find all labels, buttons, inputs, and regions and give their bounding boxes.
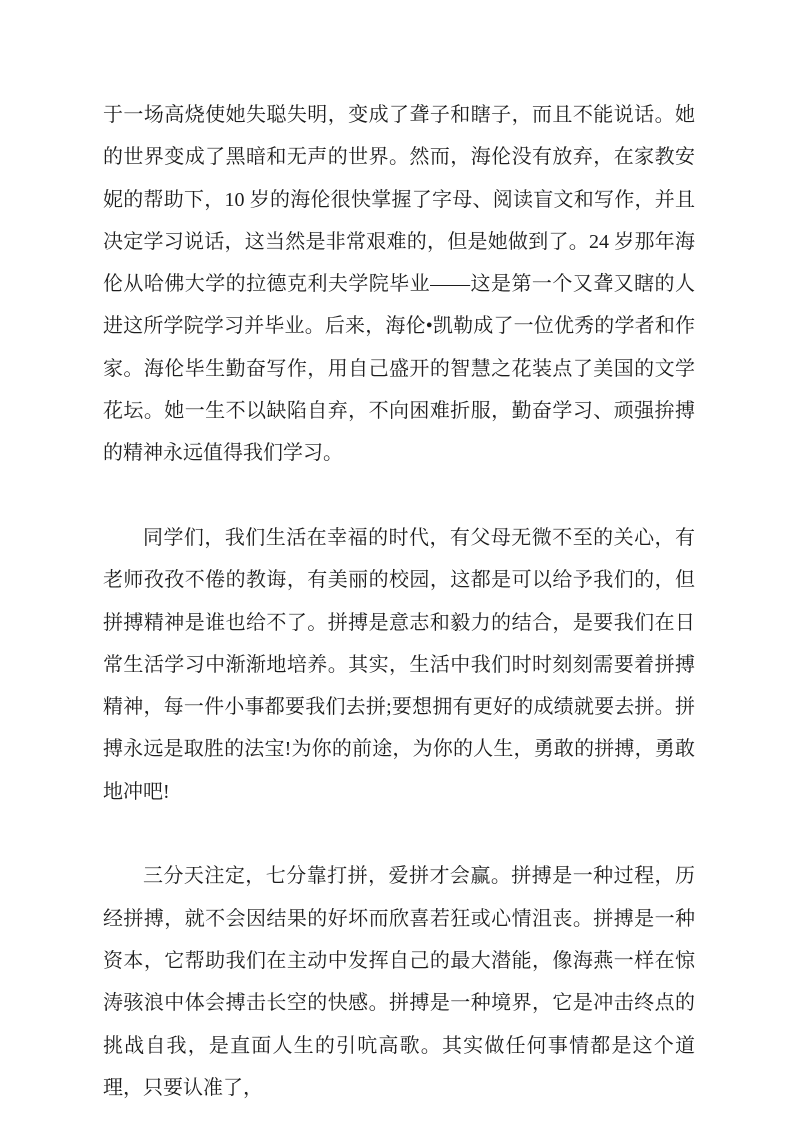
document-paragraph-1: 于一场高烧使她失聪失明，变成了聋子和瞎子，而且不能说话。她的世界变成了黑暗和无声的世界。然而，海伦没有放弃，在家教安妮的帮助下，10 岁的海伦很快掌握了字母、阅读盲文和写作，并且决定学习说话，这当然是非常艰难的，但是她做到了。24 岁那年海伦从哈佛大学的拉德克利夫学院毕业——这是第一个又聋又瞎的人进这所学院学习并毕业。后来，海伦•凯勒成了一位优秀的学者和作家。海伦毕生勤奋写作，用自己盛开的智慧之花装点了美国的文学花坛。她一生不以缺陷自弃，不向困难折服，勤奋学习、顽强拚搏的精神永远值得我们学习。 (103, 104, 695, 465)
document-paragraph-3: 三分天注定，七分靠打拼，爱拼才会赢。拼搏是一种过程，历经拼搏，就不会因结果的好坏而欣喜若狂或心情沮丧。拼搏是一种资本，它帮助我们在主动中发挥自己的最大潜能，像海燕一样在惊涛骇浪中体会搏击长空的快感。拼搏是一种境界，它是冲击终点的挑战自我，是直面人生的引吭高歌。其实做任何事情都是这个道理，只要认准了， (103, 865, 695, 1099)
document-paragraph-2: 同学们，我们生活在幸福的时代，有父母无微不至的关心，有老师孜孜不倦的教诲，有美丽的校园，这都是可以给予我们的，但拼搏精神是谁也给不了。拼搏是意志和毅力的结合，是要我们在日常生活学习中渐渐地培养。其实，生活中我们时时刻刻需要着拼搏精神，每一件小事都要我们去拼;要想拥有更好的成绩就要去拼。拼搏永远是取胜的法宝!为你的前途，为你的人生，勇敢的拼搏，勇敢地冲吧! (103, 526, 695, 803)
